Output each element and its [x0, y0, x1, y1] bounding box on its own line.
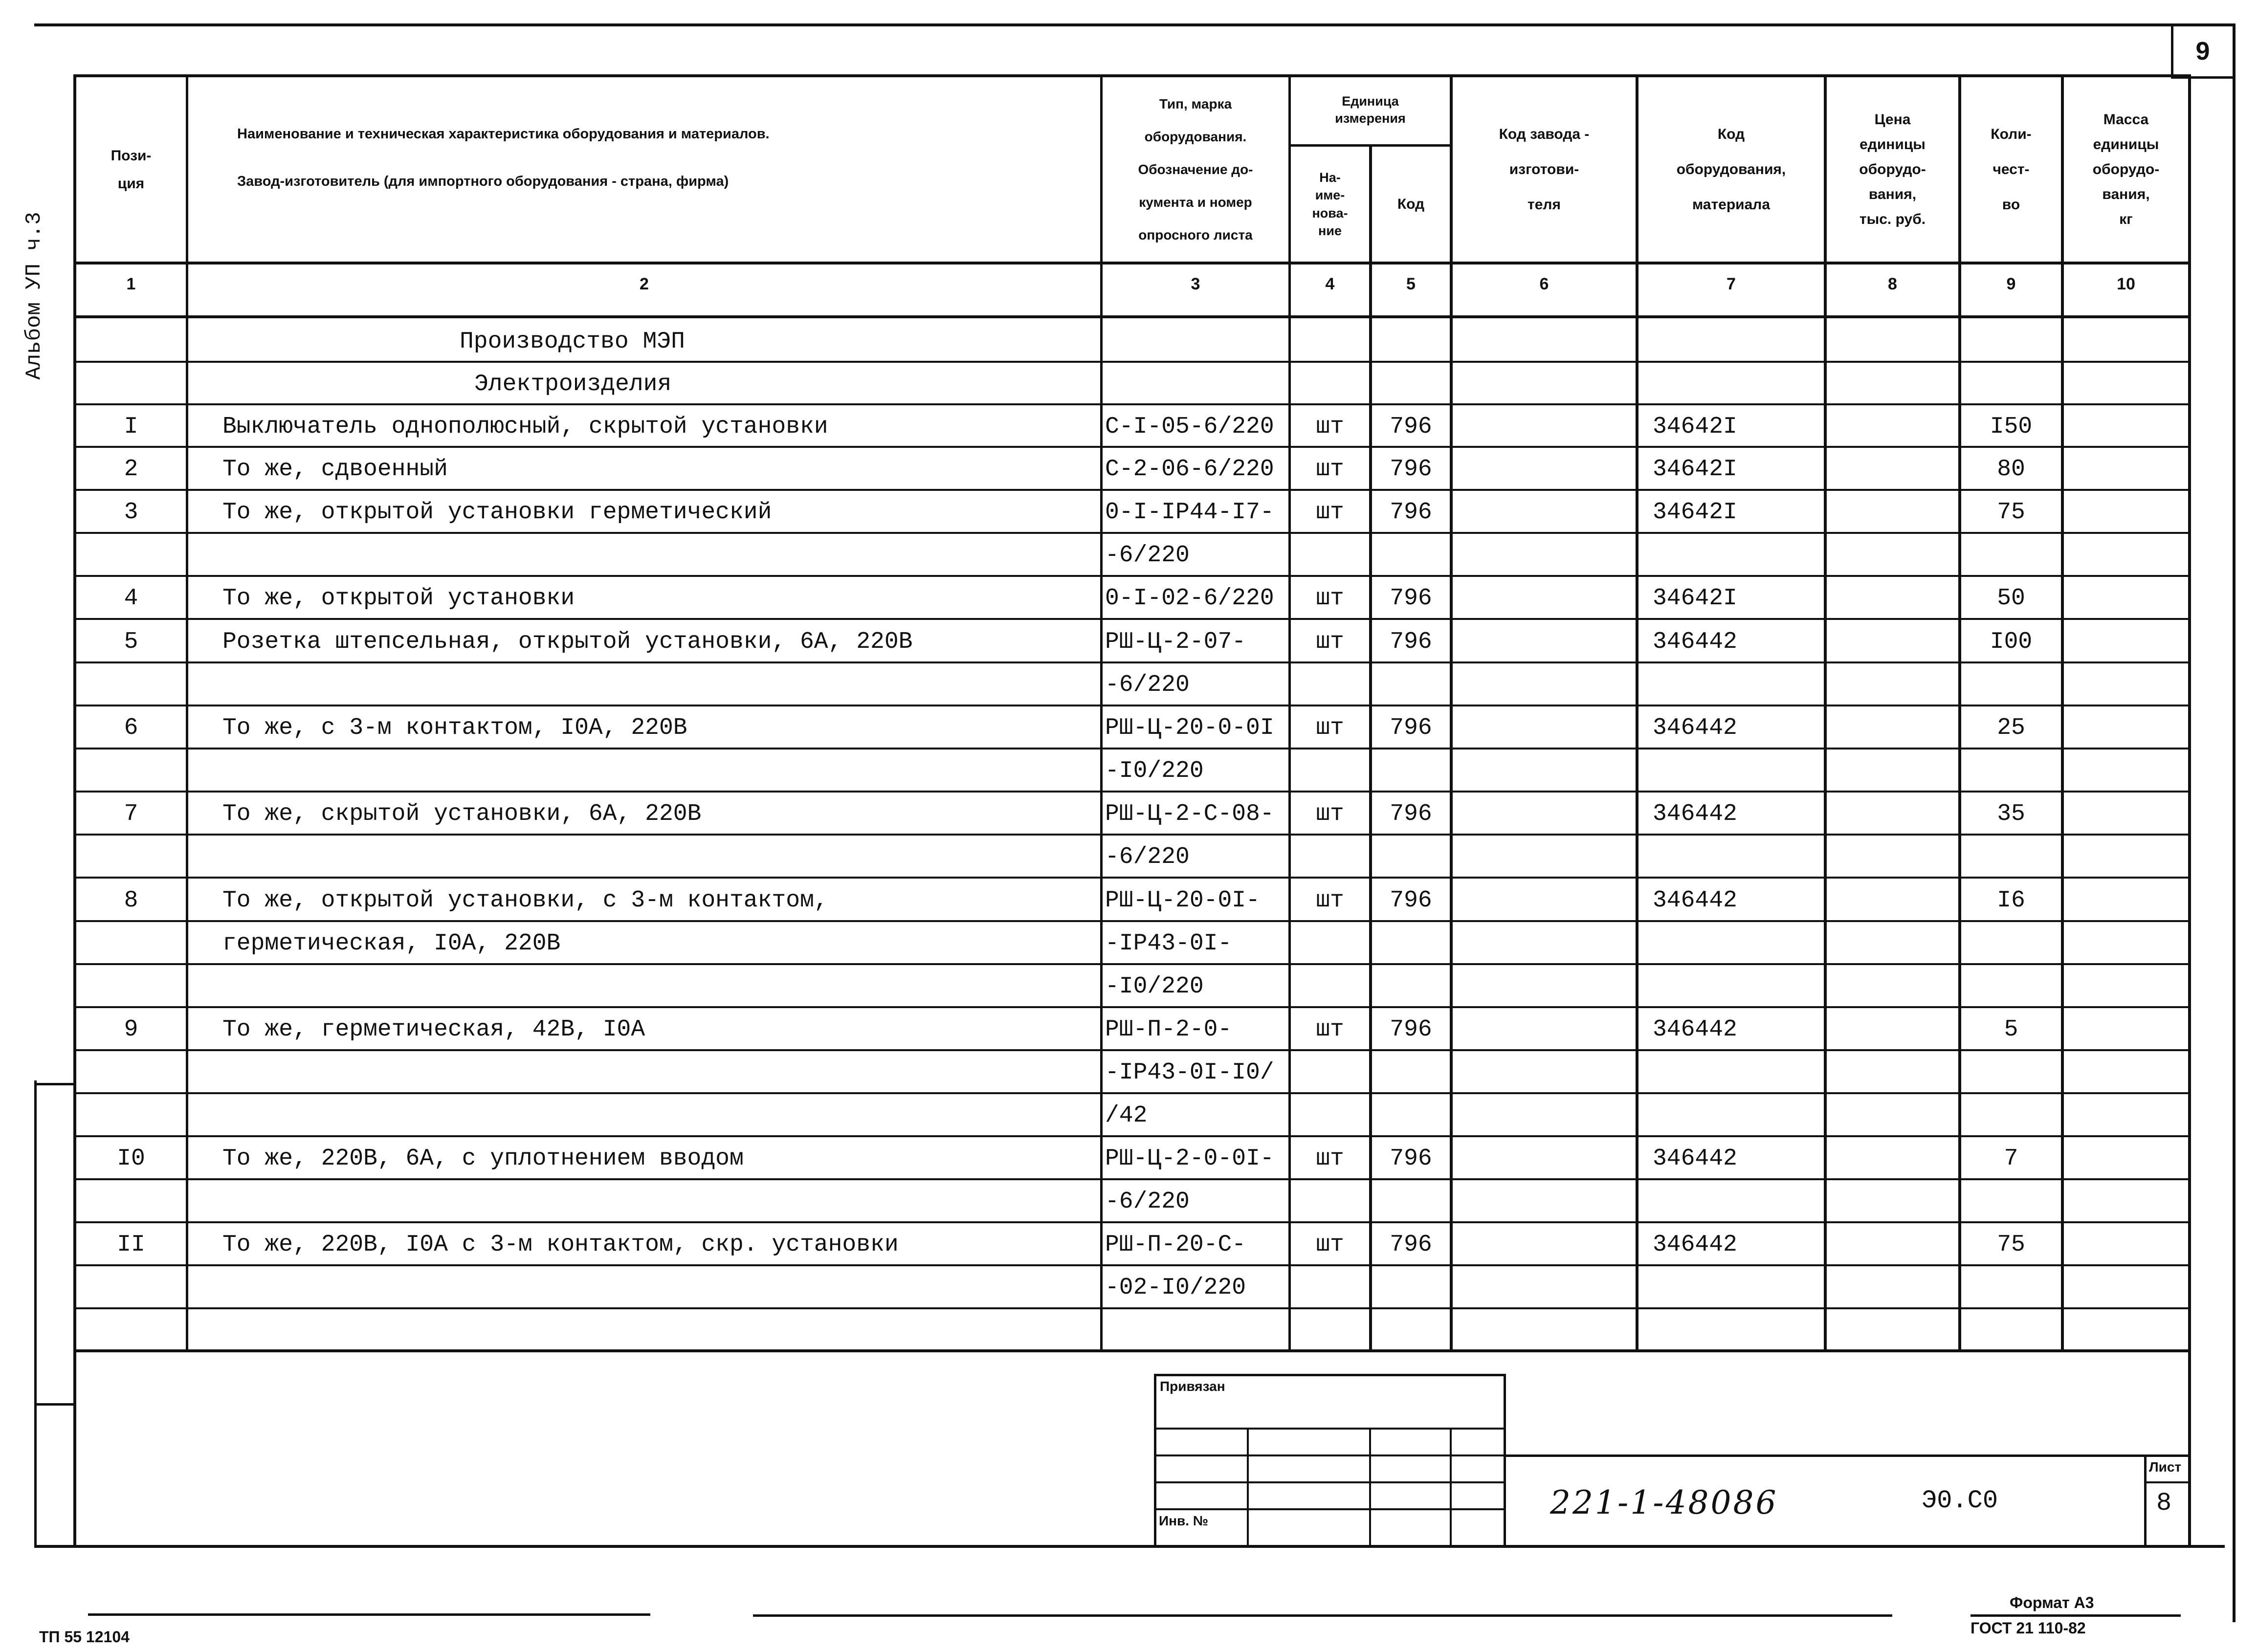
row-3-name: Выключатель однополюсный, скрытой установки	[222, 414, 828, 440]
colnum-1: 1	[126, 275, 136, 293]
col-line-7	[1824, 74, 1827, 1350]
row-7-qty: 50	[1997, 585, 2025, 612]
title-top	[1506, 1454, 2191, 1457]
header-col1: Пози- ция	[111, 147, 152, 192]
col-line-6	[1636, 74, 1638, 1350]
row-22-name: То же, 220В, I0А с 3-м контактом, скр. установки	[222, 1232, 899, 1258]
row-17-qty: 5	[2004, 1016, 2018, 1043]
header-col8: Цена единицы оборудо- вания, тыс. руб.	[1859, 111, 1926, 227]
colnum-6: 6	[1539, 275, 1549, 293]
doc-code: 221-1-48086	[1550, 1484, 1778, 1521]
row-divider	[73, 1006, 2191, 1008]
colnum-5: 5	[1406, 275, 1416, 293]
row-divider	[73, 661, 2191, 663]
row-8-unit: шт	[1316, 629, 1344, 655]
row-divider	[73, 403, 2191, 405]
row-divider	[73, 446, 2191, 448]
row-7-name: То же, открытой установки	[222, 585, 575, 612]
row-3-pos: I	[124, 414, 138, 440]
row-4-unit: шт	[1316, 456, 1344, 483]
stamp-right	[1504, 1374, 1506, 1545]
footer-line-mid	[753, 1614, 1892, 1617]
row-8-pos: 5	[124, 629, 138, 655]
row-divider	[73, 618, 2191, 620]
row-12-name: То же, скрытой установки, 6А, 220В	[222, 801, 702, 827]
binding-tick-1	[34, 1083, 76, 1085]
row-10-pos: 6	[124, 715, 138, 741]
row-17-name: То же, герметическая, 42В, I0А	[222, 1016, 645, 1043]
row-22-type: РШ-П-20-С-	[1105, 1232, 1246, 1258]
row-17-code: 796	[1390, 1016, 1432, 1043]
header-col10: Масса единицы оборудо- вания, кг	[2092, 111, 2160, 227]
stamp-inv-label: Инв. №	[1159, 1513, 1209, 1528]
footer-line-left	[88, 1613, 650, 1616]
header-col3: Тип, марка оборудования. Обозначение до- кумента и номер опросного листа	[1138, 96, 1253, 243]
row-14-qty: I6	[1997, 887, 2025, 914]
row-12-eq-code: 346442	[1653, 801, 1737, 827]
row-4-eq-code: 34642I	[1653, 456, 1737, 483]
table-body-bottom	[73, 1349, 2191, 1352]
row-14-code: 796	[1390, 887, 1432, 914]
binding-tick-2	[34, 1403, 76, 1406]
row-divider	[73, 1135, 2191, 1137]
stamp-h3	[1154, 1481, 1506, 1483]
row-20-eq-code: 346442	[1653, 1145, 1737, 1172]
row-3-code: 796	[1390, 414, 1432, 440]
row-20-code: 796	[1390, 1145, 1432, 1172]
row-5-qty: 75	[1997, 499, 2025, 526]
row-22-code: 796	[1390, 1232, 1432, 1258]
sheet-value: 8	[2156, 1489, 2172, 1518]
row-divider	[73, 834, 2191, 836]
header-col4: На- име- нова- ние	[1312, 170, 1348, 238]
row-5-pos: 3	[124, 499, 138, 526]
row-divider	[73, 877, 2191, 879]
header-bottom	[73, 262, 2191, 264]
colnum-bottom	[73, 315, 2191, 318]
colnum-10: 10	[2117, 275, 2135, 293]
row-10-name: То же, с 3-м контактом, I0А, 220В	[222, 715, 687, 741]
row-8-eq-code: 346442	[1653, 629, 1737, 655]
row-2-name: Электроизделия	[474, 371, 672, 397]
row-17-pos: 9	[124, 1016, 138, 1043]
row-7-code: 796	[1390, 585, 1432, 612]
row-20-pos: I0	[117, 1145, 145, 1172]
colnum-7: 7	[1727, 275, 1736, 293]
colnum-9: 9	[2006, 275, 2016, 293]
row-7-type: 0-I-02-6/220	[1105, 585, 1274, 612]
stamp-h1	[1154, 1428, 1506, 1430]
frame-top	[34, 23, 2235, 26]
row-6-type: -6/220	[1105, 542, 1190, 569]
stamp-left	[1154, 1374, 1156, 1545]
row-12-type: РШ-Ц-2-С-08-	[1105, 801, 1274, 827]
header-col2-line2: Завод-изготовитель (для импортного оборудования - страна, фирма)	[237, 174, 729, 189]
row-12-code: 796	[1390, 801, 1432, 827]
row-divider	[73, 963, 2191, 965]
doc-suffix: Э0.С0	[1922, 1486, 1998, 1515]
row-8-name: Розетка штепсельная, открытой установки, 6А, 220В	[222, 629, 913, 655]
row-5-name: То же, открытой установки герметический	[222, 499, 772, 526]
row-divider	[73, 1178, 2191, 1180]
row-7-unit: шт	[1316, 585, 1344, 612]
colnum-2: 2	[640, 275, 649, 293]
row-divider	[73, 489, 2191, 491]
row-18-type: -IP43-0I-I0/	[1105, 1059, 1274, 1086]
row-7-pos: 4	[124, 585, 138, 612]
header-col6: Код завода - изготови- теля	[1499, 126, 1590, 213]
colnum-4: 4	[1325, 275, 1335, 293]
row-21-type: -6/220	[1105, 1189, 1190, 1215]
row-3-eq-code: 34642I	[1653, 414, 1737, 440]
stamp-v3	[1450, 1428, 1452, 1545]
row-10-qty: 25	[1997, 715, 2025, 741]
stamp-top	[1154, 1374, 1506, 1376]
row-10-unit: шт	[1316, 715, 1344, 741]
row-14-unit: шт	[1316, 887, 1344, 914]
header-col9: Коли- чест- во	[1991, 126, 2032, 213]
col-line-2	[1100, 74, 1103, 1350]
row-14-type: РШ-Ц-20-0I-	[1105, 887, 1260, 914]
frame-bottom	[34, 1545, 2225, 1548]
row-10-type: РШ-Ц-20-0-0I	[1105, 715, 1274, 741]
stamp-h4	[1154, 1508, 1506, 1510]
row-20-type: РШ-Ц-2-0-0I-	[1105, 1145, 1274, 1172]
row-5-code: 796	[1390, 499, 1432, 526]
footer-line-right	[1970, 1614, 2181, 1617]
row-7-eq-code: 34642I	[1653, 585, 1737, 612]
row-divider	[73, 361, 2191, 363]
stamp-h2	[1154, 1454, 1506, 1456]
row-12-unit: шт	[1316, 801, 1344, 827]
row-17-unit: шт	[1316, 1016, 1344, 1043]
row-19-type: /42	[1105, 1102, 1148, 1129]
row-22-pos: II	[117, 1232, 145, 1258]
side-label: Альбом УП ч.3	[22, 212, 46, 380]
col-line-1	[186, 74, 188, 1350]
row-16-type: -I0/220	[1105, 973, 1204, 1000]
header-col2	[188, 77, 1100, 262]
sheet-number: 9	[2195, 37, 2210, 66]
row-divider	[73, 1049, 2191, 1051]
row-12-pos: 7	[124, 801, 138, 827]
row-5-eq-code: 34642I	[1653, 499, 1737, 526]
row-divider	[73, 1264, 2191, 1266]
row-5-type: 0-I-IP44-I7-	[1105, 499, 1274, 526]
row-3-unit: шт	[1316, 414, 1344, 440]
row-divider	[73, 1221, 2191, 1223]
row-20-unit: шт	[1316, 1145, 1344, 1172]
row-8-code: 796	[1390, 629, 1432, 655]
footer-format: Формат А3	[2010, 1594, 2094, 1611]
row-22-qty: 75	[1997, 1232, 2025, 1258]
row-20-name: То же, 220В, 6А, с уплотнением вводом	[222, 1145, 744, 1172]
row-14-pos: 8	[124, 887, 138, 914]
sheet-label: Лист	[2149, 1459, 2182, 1475]
row-4-code: 796	[1390, 456, 1432, 483]
stamp-v2	[1369, 1428, 1371, 1545]
row-17-eq-code: 346442	[1653, 1016, 1737, 1043]
frame-right	[2233, 23, 2236, 1622]
row-15-type: -IP43-0I-	[1105, 930, 1232, 957]
row-5-unit: шт	[1316, 499, 1344, 526]
row-divider	[73, 920, 2191, 922]
row-4-qty: 80	[1997, 456, 2025, 483]
header-col45-group: Единица измерения	[1335, 93, 1406, 126]
row-divider	[73, 705, 2191, 706]
row-3-type: С-I-05-6/220	[1105, 414, 1274, 440]
row-divider	[73, 1307, 2191, 1309]
row-14-eq-code: 346442	[1653, 887, 1737, 914]
row-22-eq-code: 346442	[1653, 1232, 1737, 1258]
row-divider	[73, 575, 2191, 577]
stamp-linked-label: Привязан	[1160, 1379, 1225, 1394]
header-col7: Код оборудования, материала	[1676, 126, 1786, 213]
row-4-name: То же, сдвоенный	[222, 456, 448, 483]
row-8-type: РШ-Ц-2-07-	[1105, 629, 1246, 655]
row-4-pos: 2	[124, 456, 138, 483]
row-12-qty: 35	[1997, 801, 2025, 827]
row-20-qty: 7	[2004, 1145, 2018, 1172]
row-17-type: РШ-П-2-0-	[1105, 1016, 1232, 1043]
row-13-type: -6/220	[1105, 844, 1190, 870]
title-sheet-left	[2144, 1454, 2147, 1545]
colnum-8: 8	[1888, 275, 1897, 293]
row-22-unit: шт	[1316, 1232, 1344, 1258]
row-10-eq-code: 346442	[1653, 715, 1737, 741]
stamp-v1	[1247, 1428, 1249, 1545]
col-line-5	[1450, 74, 1453, 1350]
row-8-qty: I00	[1990, 629, 2033, 655]
row-10-code: 796	[1390, 715, 1432, 741]
footer-tp-code: ТП 55 12104	[39, 1628, 130, 1646]
row-9-type: -6/220	[1105, 672, 1190, 698]
row-1-name: Производство МЭП	[460, 329, 685, 355]
row-divider	[73, 791, 2191, 793]
row-3-qty: I50	[1990, 414, 2033, 440]
row-11-type: -I0/220	[1105, 758, 1204, 784]
title-sheet-divider	[2144, 1481, 2191, 1483]
colnum-3: 3	[1191, 275, 1200, 293]
row-23-type: -02-I0/220	[1105, 1275, 1246, 1301]
header-col5: Код	[1397, 196, 1425, 212]
binding-strip-left	[34, 1080, 37, 1545]
row-14-name: То же, открытой установки, с 3-м контактом,	[222, 887, 828, 914]
row-divider	[73, 1092, 2191, 1094]
footer-gost: ГОСТ 21 110-82	[1970, 1619, 2086, 1637]
row-divider	[73, 532, 2191, 534]
table-right	[2188, 74, 2191, 1545]
header-col2-line1: Наименование и техническая характеристика оборудования и материалов.	[237, 126, 770, 142]
row-15-name: герметическая, I0А, 220В	[222, 930, 561, 957]
row-4-type: С-2-06-6/220	[1105, 456, 1274, 483]
col-line-9	[2061, 74, 2064, 1350]
row-divider	[73, 748, 2191, 749]
